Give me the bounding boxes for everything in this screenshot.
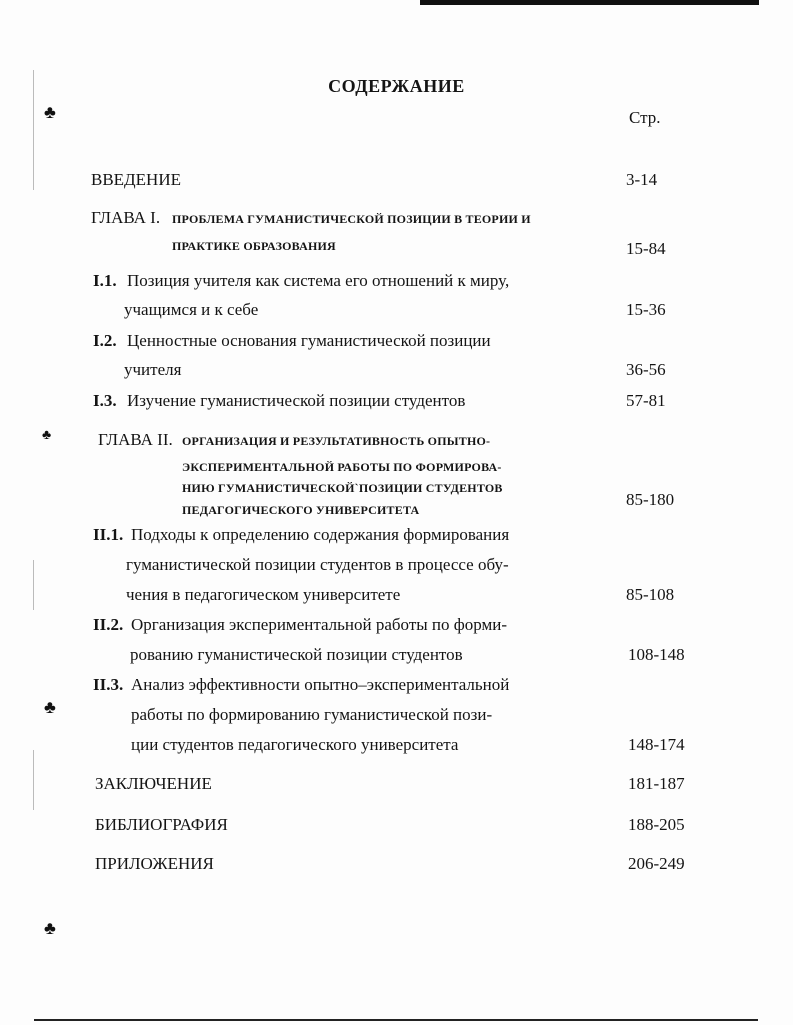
toc-chapter2-title: ПЕДАГОГИЧЕСКОГО УНИВЕРСИТЕТА: [182, 503, 420, 517]
toc-section-number: II.2.: [93, 615, 124, 634]
toc-section-title: Организация экспериментальной работы по форми-: [131, 615, 508, 634]
toc-chapter1-title: ПРАКТИКЕ ОБРАЗОВАНИЯ: [172, 239, 336, 253]
scan-margin-line: [33, 560, 34, 610]
toc-intro-pages: 3-14: [626, 170, 658, 189]
page-column-header: Стр.: [629, 108, 661, 127]
toc-section-title: Подходы к определению содержания формирования: [131, 525, 510, 544]
toc-chapter1-pages: 15-84: [626, 239, 666, 258]
toc-section-number: II.3.: [93, 675, 124, 694]
toc-section-number: I.2.: [93, 331, 117, 350]
toc-section-title: учащимся и к себе: [124, 300, 259, 319]
toc-intro-label: ВВЕДЕНИЕ: [91, 170, 181, 189]
toc-appendix-label: ПРИЛОЖЕНИЯ: [95, 854, 214, 873]
scan-speck-icon: ♣: [44, 918, 56, 938]
scan-speck-icon: ♣: [44, 102, 56, 122]
toc-section-title: работы по формированию гуманистической пози-: [131, 705, 493, 724]
scan-speck-icon: ♣: [44, 697, 56, 717]
scan-top-edge: [420, 0, 759, 5]
toc-section-number: I.3.: [93, 391, 117, 410]
toc-section-title: рованию гуманистической позиции студентов: [130, 645, 463, 664]
toc-chapter1-title: ПРОБЛЕМА ГУМАНИСТИЧЕСКОЙ ПОЗИЦИИ В ТЕОРИИ И: [172, 212, 531, 226]
toc-section-title: Ценностные основания гуманистической позиции: [127, 331, 491, 350]
toc-section-title: Позиция учителя как система его отношений к миру,: [127, 271, 510, 290]
toc-bibliography-pages: 188-205: [628, 815, 685, 834]
toc-chapter2-title: НИЮ ГУМАНИСТИЧЕСКОЙ`ПОЗИЦИИ СТУДЕНТОВ: [182, 481, 503, 495]
toc-conclusion-pages: 181-187: [628, 774, 685, 793]
scan-speck-icon: ♣: [42, 428, 52, 443]
page-title: СОДЕРЖАНИЕ: [328, 76, 465, 96]
toc-chapter2-pages: 85-180: [626, 490, 675, 509]
toc-section-pages: 15-36: [626, 300, 666, 319]
toc-section-pages: 57-81: [626, 391, 666, 410]
toc-section-number: I.1.: [93, 271, 117, 290]
toc-section-title: Анализ эффективности опытно–экспериментальной: [131, 675, 510, 694]
toc-section-number: II.1.: [93, 525, 124, 544]
toc-section-title: учителя: [124, 360, 182, 379]
toc-section-pages: 148-174: [628, 735, 685, 754]
toc-section-title: чения в педагогическом университете: [126, 585, 401, 604]
toc-chapter2-title: ОРГАНИЗАЦИЯ И РЕЗУЛЬТАТИВНОСТЬ ОПЫТНО-: [182, 434, 491, 448]
toc-section-title: ции студентов педагогического университета: [131, 735, 459, 754]
toc-chapter1-prefix: ГЛАВА I.: [91, 208, 161, 227]
toc-section-title: гуманистической позиции студентов в процессе обу-: [126, 555, 509, 574]
toc-chapter2-prefix: ГЛАВА II.: [98, 430, 173, 449]
scan-margin-line: [33, 750, 34, 810]
toc-section-pages: 108-148: [628, 645, 685, 664]
toc-chapter2-title: ЭКСПЕРИМЕНТАЛЬНОЙ РАБОТЫ ПО ФОРМИРОВА-: [182, 460, 502, 474]
toc-conclusion-label: ЗАКЛЮЧЕНИЕ: [95, 774, 212, 793]
toc-bibliography-label: БИБЛИОГРАФИЯ: [95, 815, 228, 834]
toc-section-title: Изучение гуманистической позиции студентов: [127, 391, 466, 410]
scan-bottom-edge: [34, 1019, 758, 1021]
toc-section-pages: 85-108: [626, 585, 675, 604]
toc-section-pages: 36-56: [626, 360, 666, 379]
toc-appendix-pages: 206-249: [628, 854, 685, 873]
